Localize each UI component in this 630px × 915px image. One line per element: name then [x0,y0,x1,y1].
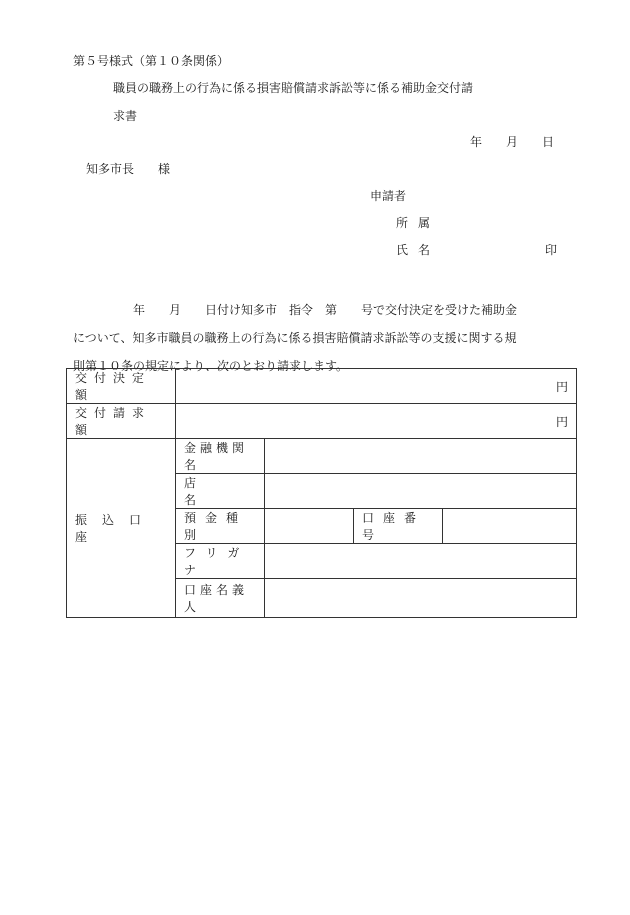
request-table [66,368,577,618]
table-row [67,439,577,474]
account-holder-label: 口座名義人 [176,579,265,618]
body-line-2: について、知多市職員の職務上の行為に係る損害賠償請求訴訟等の支援に関する規 [73,331,517,345]
form-number: 第５号様式（第１０条関係） [73,54,230,68]
yen-unit: 円 [555,379,568,394]
seal-mark: 印 [545,243,558,257]
bank-name-label: 金融機関名 [176,439,265,474]
table-row [67,369,577,404]
name-label: 氏名 [396,243,441,257]
affiliation-label: 所属 [396,216,441,230]
deposit-type-field[interactable] [265,509,354,544]
date-year: 年 [470,135,483,149]
form-title-line1: 職員の職務上の行為に係る損害賠償請求訴訟等に係る補助金交付請 [113,81,474,95]
body-line-1: 年 月 日付け知多市 指令 第 号で交付決定を受けた補助金 [73,303,518,317]
branch-field[interactable] [265,474,577,509]
branch-label: 店 名 [176,474,265,509]
transfer-account-label: 振込口座 [67,439,176,618]
account-number-field[interactable] [443,509,577,544]
decision-amount-field[interactable] [176,369,577,404]
applicant-label: 申請者 [370,189,407,203]
body-line-3: 則第１０条の規定により、次のとおり請求します。 [73,359,349,373]
yen-unit: 円 [555,414,568,429]
account-holder-field[interactable] [265,579,577,618]
account-number-label: 口座番号 [354,509,443,544]
furigana-field[interactable] [265,544,577,579]
deposit-type-label: 預金種別 [176,509,265,544]
furigana-label: フリガナ [176,544,265,579]
request-amount-label: 交付請求額 [67,404,176,439]
bank-name-field[interactable] [265,439,577,474]
form-title-line2: 求書 [113,109,138,123]
addressee: 知多市長 様 [86,162,171,176]
date-month: 月 [506,135,519,149]
decision-amount-label: 交付決定額 [67,369,176,404]
date-day: 日 [542,135,555,149]
date-line [470,136,554,148]
request-amount-field[interactable] [176,404,577,439]
table-row [67,404,577,439]
